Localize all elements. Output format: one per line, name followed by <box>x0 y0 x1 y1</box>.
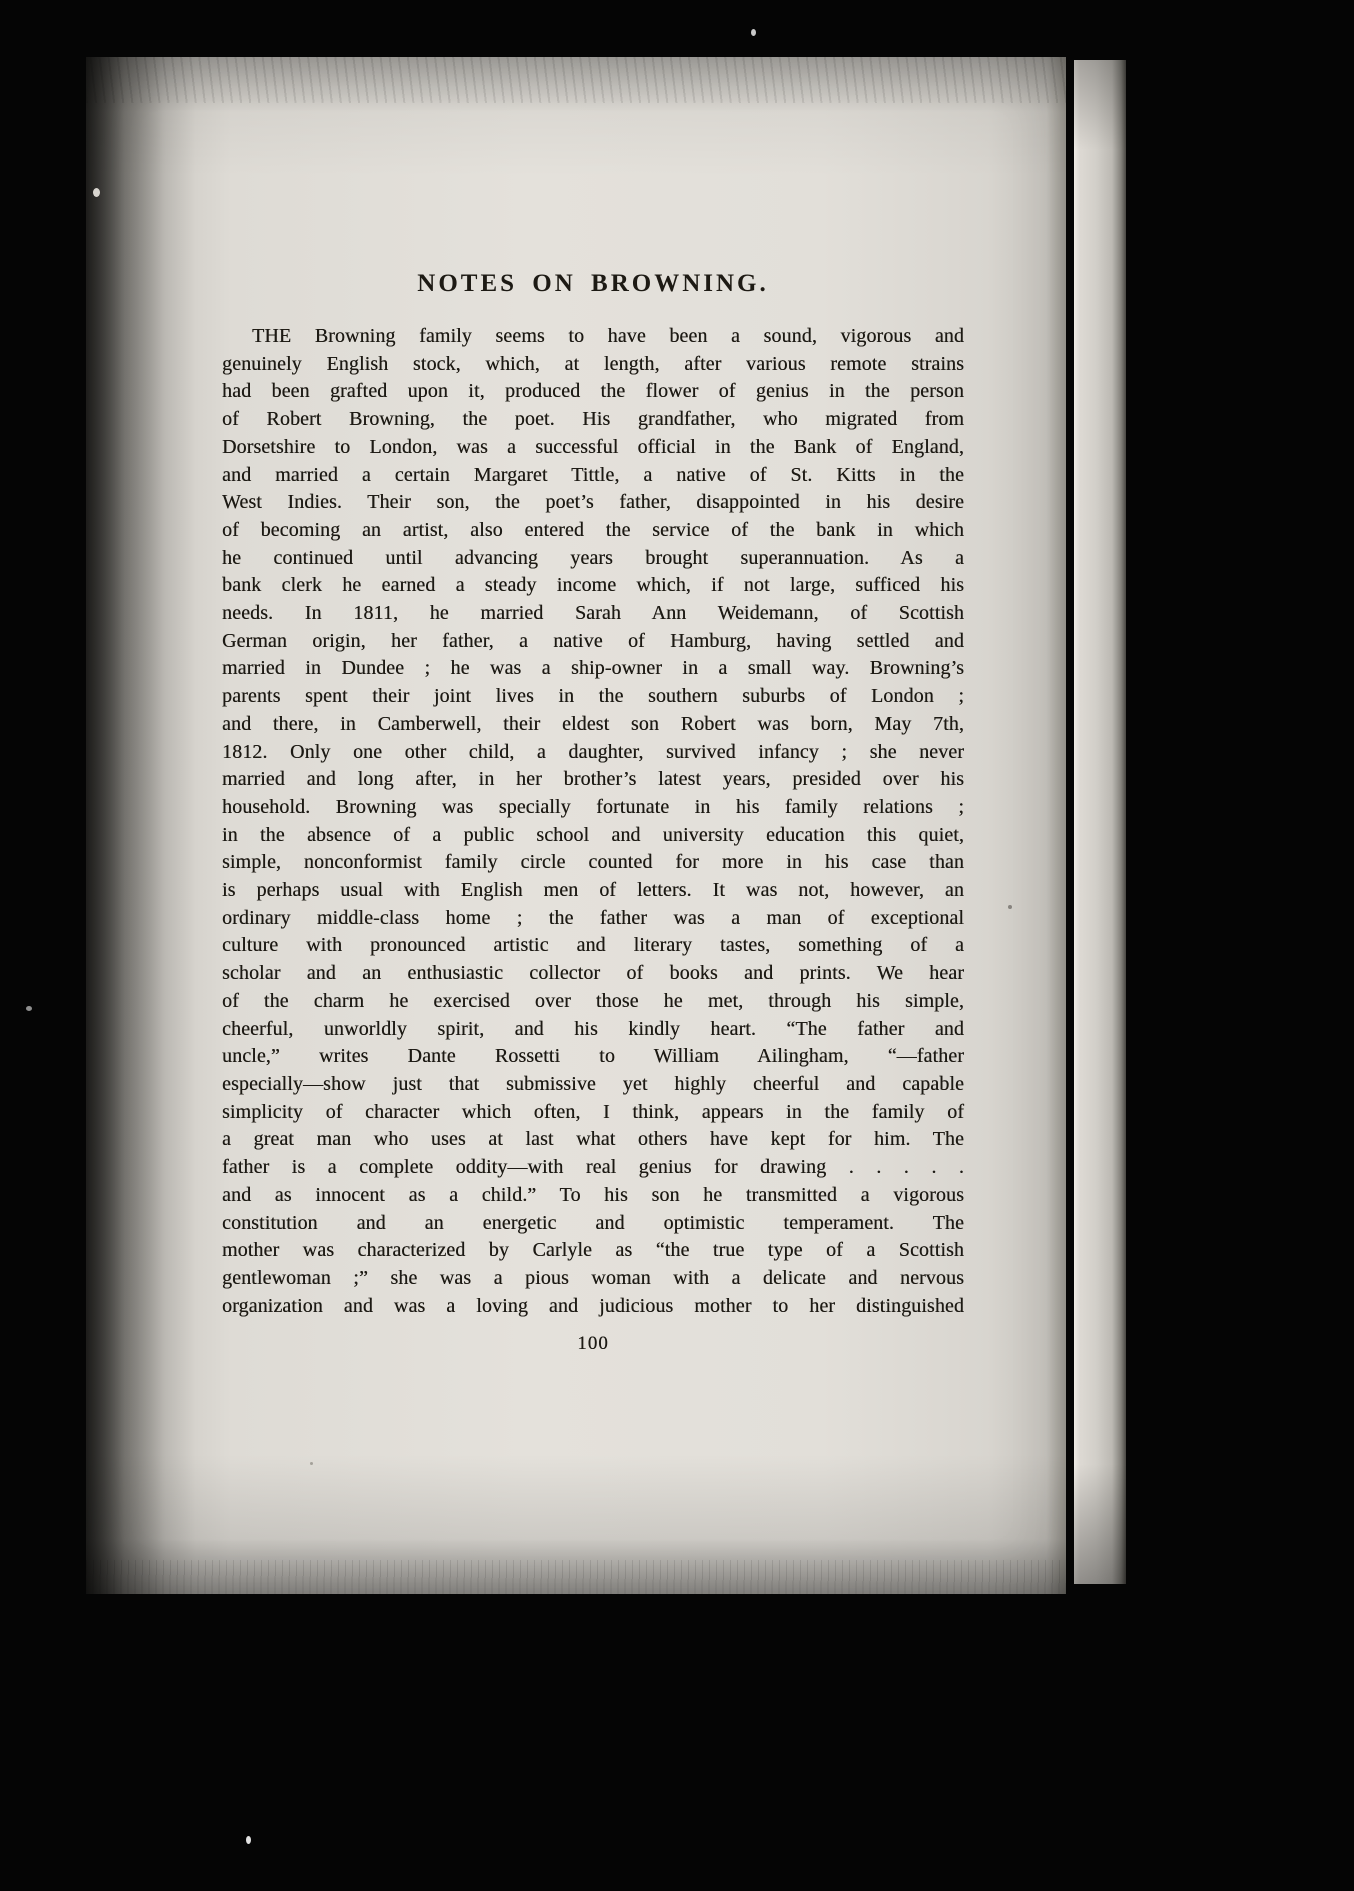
text-line: genuinely English stock, which, at length, after various remote strains <box>222 352 964 375</box>
text-line: simplicity of character which often, I think, appears in the family of <box>222 1100 964 1123</box>
text-line: culture with pronounced artistic and literary tastes, something of a <box>222 934 964 957</box>
text-line: married in Dundee ; he was a ship-owner in a small way. Browning’s <box>222 657 964 680</box>
page-title: NOTES ON BROWNING. <box>417 270 769 297</box>
text-line: constitution and an energetic and optimistic temperament. The <box>222 1211 964 1234</box>
page-text-block <box>222 269 964 1355</box>
text-line: ordinary middle-class home ; the father was a man of exceptional <box>222 906 964 929</box>
scan-speck <box>93 188 100 197</box>
text-line: and there, in Camberwell, their eldest son Robert was born, May 7th, <box>222 712 964 735</box>
book-page <box>86 57 1066 1594</box>
text-line: of the charm he exercised over those he met, through his simple, <box>222 989 964 1012</box>
text-line: and married a certain Margaret Tittle, a native of St. Kitts in the <box>222 463 964 486</box>
text-line: uncle,” writes Dante Rossetti to William Ailingham, “—father <box>222 1045 964 1068</box>
text-line: Dorsetshire to London, was a successful official in the Bank of England, <box>222 435 964 458</box>
paragraph <box>222 323 964 1320</box>
text-line: West Indies. Their son, the poet’s father, disappointed in his desire <box>222 491 964 514</box>
text-line: especially—show just that submissive yet highly cheerful and capable <box>222 1072 964 1095</box>
scan-speck <box>26 1006 32 1011</box>
page-number: 100 <box>577 1333 609 1355</box>
scan-speck <box>246 1836 251 1844</box>
text-line: needs. In 1811, he married Sarah Ann Weidemann, of Scottish <box>222 602 964 625</box>
text-line: and as innocent as a child.” To his son he transmitted a vigorous <box>222 1183 964 1206</box>
scan-speck <box>310 1462 313 1465</box>
text-line: of becoming an artist, also entered the service of the bank in which <box>222 518 964 541</box>
text-line: simple, nonconformist family circle counted for more in his case than <box>222 851 964 874</box>
text-line: gentlewoman ;” she was a pious woman with a delicate and nervous <box>222 1266 964 1289</box>
text-line: married and long after, in her brother’s latest years, presided over his <box>222 768 964 791</box>
text-line: in the absence of a public school and university education this quiet, <box>222 823 964 846</box>
text-line: he continued until advancing years brought superannuation. As a <box>222 546 964 569</box>
text-line: bank clerk he earned a steady income which, if not large, sufficed his <box>222 574 964 597</box>
text-line: 1812. Only one other child, a daughter, survived infancy ; she never <box>222 740 964 763</box>
scan-speck <box>751 29 756 36</box>
text-line: is perhaps usual with English men of letters. It was not, however, an <box>222 879 964 902</box>
text-line: THE Browning family seems to have been a sound, vigorous and <box>252 325 964 347</box>
text-line: mother was characterized by Carlyle as “the true type of a Scottish <box>222 1239 964 1262</box>
text-line: German origin, her father, a native of Hamburg, having settled and <box>222 629 964 652</box>
text-line: organization and was a loving and judicious mother to her distinguished <box>222 1294 964 1317</box>
text-line: of Robert Browning, the poet. His grandfather, who migrated from <box>222 408 964 431</box>
scan-grain-bottom <box>86 1560 1066 1594</box>
text-line: had been grafted upon it, produced the flower of genius in the person <box>222 380 964 403</box>
scan-speck <box>1008 905 1012 909</box>
text-line: cheerful, unworldly spirit, and his kindly heart. “The father and <box>222 1017 964 1040</box>
text-line: scholar and an enthusiastic collector of books and prints. We hear <box>222 962 964 985</box>
scan-grain-top <box>86 57 1066 103</box>
binding-shadow <box>86 57 196 1594</box>
text-line: a great man who uses at last what others have kept for him. The <box>222 1128 964 1151</box>
text-line: household. Browning was specially fortunate in his family relations ; <box>222 795 964 818</box>
text-line: father is a complete oddity—with real genius for drawing . . . . . <box>222 1156 964 1179</box>
adjacent-page-edge <box>1074 60 1126 1584</box>
text-line: parents spent their joint lives in the southern suburbs of London ; <box>222 685 964 708</box>
